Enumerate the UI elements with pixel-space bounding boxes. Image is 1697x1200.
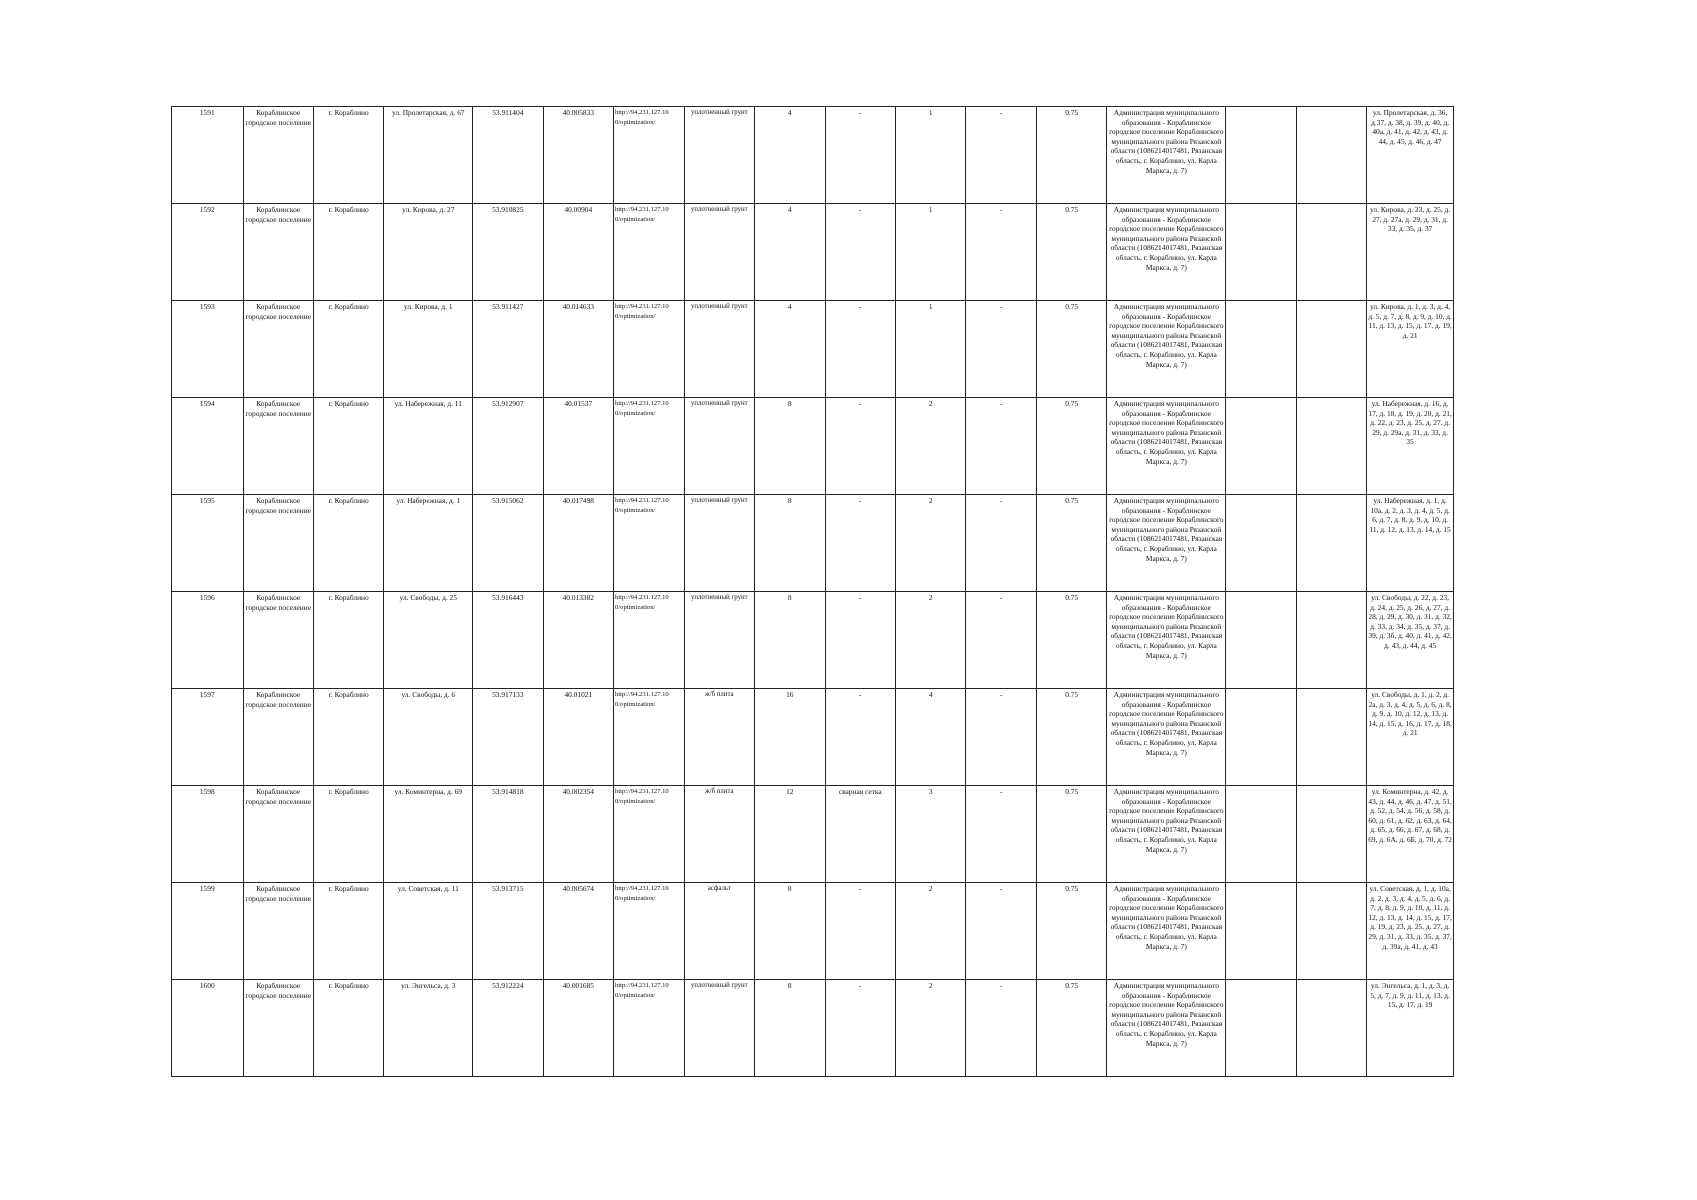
served-addresses-cell: ул. Коминтерна, д. 42, д. 43, д. 44, д. 46, д. 47, д. 51, д. 52, д. 54, д. 56, д. 58, д. 60, д. 61, д. 62, д. 63, д. 64, д. 65, д. 66, д. 67, д. 68, д. 69, д. 6А, д. 6Б, д. 70, д. 72 xyxy=(1367,786,1454,883)
empty-cell-a xyxy=(1226,689,1296,786)
empty-cell-a xyxy=(1226,980,1296,1077)
longitude-cell: 40.00904 xyxy=(543,204,613,301)
coverage-cell: уплотненный грунт xyxy=(684,495,754,592)
served-addresses-cell: ул. Кирова, д. 1, д. 3, д. 4, д. 5, д. 7, д. 8, д. 9, д. 10, д. 11, д. 13, д. 15, д. 17, д. 19, д. 21 xyxy=(1367,301,1454,398)
table-row xyxy=(172,980,1454,1077)
served-addresses-cell: ул. Свободы, д. 1, д. 2, д. 2а, д. 3, д. 4, д. 5, д. 6, д. 8, д. 9, д. 10, д. 12, д. 13, д. 14, д. 15, д. 16, д. 17, д. 18, д. 21 xyxy=(1367,689,1454,786)
row-number: 1596 xyxy=(172,592,244,689)
latitude-cell: 53.912224 xyxy=(473,980,543,1077)
area-cell: 4 xyxy=(755,204,825,301)
settlement-cell: Кораблинское городское поселение xyxy=(243,495,313,592)
settlement-cell: Кораблинское городское поселение xyxy=(243,398,313,495)
fence-cell: сварная сетка xyxy=(825,786,895,883)
area-cell: 8 xyxy=(755,883,825,980)
owner-cell: Администрация муниципального образования - Кораблинское городское поселение Кораблинского муниципального района Рязанской области (1086214017481, Рязанская область, г. Кораблино, ул. Карла Маркса, д. 7) xyxy=(1107,980,1226,1077)
table-row xyxy=(172,689,1454,786)
latitude-cell: 53.917133 xyxy=(473,689,543,786)
city-cell: г. Кораблино xyxy=(313,689,383,786)
container-count-cell: 1 xyxy=(895,301,965,398)
city-cell: г. Кораблино xyxy=(313,107,383,204)
address-cell: ул. Кирова, д. 27 xyxy=(384,204,473,301)
city-cell: г. Кораблино xyxy=(313,398,383,495)
extra-cell: - xyxy=(966,786,1036,883)
area-cell: 12 xyxy=(755,786,825,883)
fence-cell: - xyxy=(825,495,895,592)
settlement-cell: Кораблинское городское поселение xyxy=(243,592,313,689)
latitude-cell: 53.910825 xyxy=(473,204,543,301)
city-cell: г. Кораблино xyxy=(313,495,383,592)
fence-cell: - xyxy=(825,301,895,398)
empty-cell-b xyxy=(1296,204,1366,301)
area-cell: 8 xyxy=(755,980,825,1077)
fence-cell: - xyxy=(825,398,895,495)
coverage-cell: ж/б плита xyxy=(684,689,754,786)
latitude-cell: 53.914818 xyxy=(473,786,543,883)
map-link-cell[interactable]: http://94.231.127.10 0/optimization/ xyxy=(614,495,684,592)
served-addresses-cell: ул. Кирова, д. 23, д. 25, д. 27, д. 27а, д. 29, д. 31, д. 33, д. 35, д. 37 xyxy=(1367,204,1454,301)
settlement-cell: Кораблинское городское поселение xyxy=(243,883,313,980)
served-addresses-cell: ул. Пролетарская, д. 36, д.37, д. 38, д. 39, д. 40, д. 40а, д. 41, д. 42, д. 43, д. 44, д. 45, д. 46, д. 47 xyxy=(1367,107,1454,204)
settlement-cell: Кораблинское городское поселение xyxy=(243,204,313,301)
area-cell: 8 xyxy=(755,495,825,592)
served-addresses-cell: ул. Набережная, д. 16, д. 17, д. 18, д. 19, д. 20, д. 21, д. 22, д. 23, д. 25, д. 27, д. 29, д. 29а, д. 31, д. 33, д. 35 xyxy=(1367,398,1454,495)
volume-cell: 0.75 xyxy=(1036,107,1106,204)
volume-cell: 0.75 xyxy=(1036,398,1106,495)
empty-cell-b xyxy=(1296,495,1366,592)
address-cell: ул. Кирова, д. 1 xyxy=(384,301,473,398)
volume-cell: 0.75 xyxy=(1036,883,1106,980)
fence-cell: - xyxy=(825,592,895,689)
extra-cell: - xyxy=(966,592,1036,689)
owner-cell: Администрация муниципального образования - Кораблинское городское поселение Кораблинского муниципального района Рязанской области (1086214017481, Рязанская область, г. Кораблино, ул. Карла Маркса, д. 7) xyxy=(1107,883,1226,980)
address-cell: ул. Свободы, д. 6 xyxy=(384,689,473,786)
settlement-cell: Кораблинское городское поселение xyxy=(243,107,313,204)
volume-cell: 0.75 xyxy=(1036,204,1106,301)
empty-cell-a xyxy=(1226,495,1296,592)
extra-cell: - xyxy=(966,107,1036,204)
extra-cell: - xyxy=(966,980,1036,1077)
table-row xyxy=(172,301,1454,398)
extra-cell: - xyxy=(966,301,1036,398)
address-cell: ул. Коминтерна, д. 69 xyxy=(384,786,473,883)
extra-cell: - xyxy=(966,204,1036,301)
served-addresses-cell: ул. Советская, д. 1, д. 10а, д. 2, д. 3, д. 4, д. 5, д. 6, д. 7, д. 8, д. 9, д. 10, д. 11, д. 12, д. 13, д. 14, д. 15, д. 17, д. 19, д. 23, д. 25, д. 27, д. 29, д. 31, д. 33, д. 35, д. 37, д. 39а, д. 41, д. 43 xyxy=(1367,883,1454,980)
container-count-cell: 3 xyxy=(895,786,965,883)
table-body xyxy=(172,107,1454,1077)
fence-cell: - xyxy=(825,689,895,786)
map-link-cell[interactable]: http://94.231.127.10 0/optimization/ xyxy=(614,592,684,689)
volume-cell: 0.75 xyxy=(1036,786,1106,883)
fence-cell: - xyxy=(825,204,895,301)
map-link-cell[interactable]: http://94.231.127.10 0/optimization/ xyxy=(614,883,684,980)
row-number: 1592 xyxy=(172,204,244,301)
container-count-cell: 1 xyxy=(895,107,965,204)
latitude-cell: 53.911404 xyxy=(473,107,543,204)
coverage-cell: уплотненный грунт xyxy=(684,107,754,204)
latitude-cell: 53.915062 xyxy=(473,495,543,592)
registry-table xyxy=(171,106,1454,1077)
owner-cell: Администрация муниципального образования - Кораблинское городское поселение Кораблинского муниципального района Рязанской области (1086214017481, Рязанская область, г. Кораблино, ул. Карла Маркса, д. 7) xyxy=(1107,107,1226,204)
longitude-cell: 40.01537 xyxy=(543,398,613,495)
fence-cell: - xyxy=(825,107,895,204)
city-cell: г. Кораблино xyxy=(313,786,383,883)
container-count-cell: 2 xyxy=(895,495,965,592)
map-link-cell[interactable]: http://94.231.127.10 0/optimization/ xyxy=(614,204,684,301)
fence-cell: - xyxy=(825,883,895,980)
map-link-cell[interactable]: http://94.231.127.10 0/optimization/ xyxy=(614,107,684,204)
container-count-cell: 2 xyxy=(895,980,965,1077)
address-cell: ул. Энгельса, д. 3 xyxy=(384,980,473,1077)
longitude-cell: 40.01021 xyxy=(543,689,613,786)
served-addresses-cell: ул. Свободы, д. 22, д. 23, д. 24, д. 25, д. 26, д. 27, д. 28, д. 29, д. 30, д. 31, д. 32, д. 33, д. 34, д. 35, д. 37, д. 39, д. 3б, д. 40, д. 41, д. 42, д. 43, д. 44, д. 45 xyxy=(1367,592,1454,689)
empty-cell-b xyxy=(1296,980,1366,1077)
area-cell: 8 xyxy=(755,592,825,689)
owner-cell: Администрация муниципального образования - Кораблинское городское поселение Кораблинского муниципального района Рязанской области (1086214017481, Рязанская область, г. Кораблино, ул. Карла Маркса, д. 7) xyxy=(1107,301,1226,398)
table-row xyxy=(172,592,1454,689)
served-addresses-cell: ул. Набережная, д. 1, д. 10а, д. 2, д. 3, д. 4, д. 5, д. 6, д. 7, д. 8, д. 9, д. 10, д. 11, д. 12, д. 13, д. 14, д. 15 xyxy=(1367,495,1454,592)
longitude-cell: 40.002354 xyxy=(543,786,613,883)
extra-cell: - xyxy=(966,495,1036,592)
settlement-cell: Кораблинское городское поселение xyxy=(243,689,313,786)
longitude-cell: 40.017498 xyxy=(543,495,613,592)
longitude-cell: 40.005833 xyxy=(543,107,613,204)
empty-cell-a xyxy=(1226,883,1296,980)
table-row xyxy=(172,495,1454,592)
row-number: 1600 xyxy=(172,980,244,1077)
map-link-cell[interactable]: http://94.231.127.10 0/optimization/ xyxy=(614,689,684,786)
volume-cell: 0.75 xyxy=(1036,495,1106,592)
empty-cell-a xyxy=(1226,786,1296,883)
owner-cell: Администрация муниципального образования - Кораблинское городское поселение Кораблинского муниципального района Рязанской области (1086214017481, Рязанская область, г. Кораблино, ул. Карла Маркса, д. 7) xyxy=(1107,204,1226,301)
row-number: 1595 xyxy=(172,495,244,592)
latitude-cell: 53.916443 xyxy=(473,592,543,689)
volume-cell: 0.75 xyxy=(1036,592,1106,689)
fence-cell: - xyxy=(825,980,895,1077)
table-row xyxy=(172,883,1454,980)
longitude-cell: 40.001685 xyxy=(543,980,613,1077)
area-cell: 16 xyxy=(755,689,825,786)
latitude-cell: 53.911427 xyxy=(473,301,543,398)
empty-cell-a xyxy=(1226,592,1296,689)
area-cell: 4 xyxy=(755,107,825,204)
container-count-cell: 2 xyxy=(895,592,965,689)
empty-cell-b xyxy=(1296,689,1366,786)
container-count-cell: 1 xyxy=(895,204,965,301)
extra-cell: - xyxy=(966,398,1036,495)
owner-cell: Администрация муниципального образования - Кораблинское городское поселение Кораблинского муниципального района Рязанской области (1086214017481, Рязанская область, г. Кораблино, ул. Карла Маркса, д. 7) xyxy=(1107,689,1226,786)
row-number: 1599 xyxy=(172,883,244,980)
map-link-cell[interactable]: http://94.231.127.10 0/optimization/ xyxy=(614,980,684,1077)
table-row xyxy=(172,398,1454,495)
empty-cell-b xyxy=(1296,398,1366,495)
extra-cell: - xyxy=(966,689,1036,786)
container-count-cell: 4 xyxy=(895,689,965,786)
row-number: 1594 xyxy=(172,398,244,495)
empty-cell-a xyxy=(1226,107,1296,204)
latitude-cell: 53.913715 xyxy=(473,883,543,980)
city-cell: г. Кораблино xyxy=(313,980,383,1077)
address-cell: ул. Свободы, д. 25 xyxy=(384,592,473,689)
settlement-cell: Кораблинское городское поселение xyxy=(243,301,313,398)
empty-cell-b xyxy=(1296,107,1366,204)
owner-cell: Администрация муниципального образования - Кораблинское городское поселение Кораблинского муниципального района Рязанской области (1086214017481, Рязанская область, г. Кораблино, ул. Карла Маркса, д. 7) xyxy=(1107,495,1226,592)
table-row xyxy=(172,204,1454,301)
settlement-cell: Кораблинское городское поселение xyxy=(243,786,313,883)
row-number: 1591 xyxy=(172,107,244,204)
coverage-cell: асфальт xyxy=(684,883,754,980)
city-cell: г. Кораблино xyxy=(313,301,383,398)
row-number: 1597 xyxy=(172,689,244,786)
row-number: 1593 xyxy=(172,301,244,398)
owner-cell: Администрация муниципального образования - Кораблинское городское поселение Кораблинского муниципального района Рязанской области (1086214017481, Рязанская область, г. Кораблино, ул. Карла Маркса, д. 7) xyxy=(1107,592,1226,689)
volume-cell: 0.75 xyxy=(1036,980,1106,1077)
city-cell: г. Кораблино xyxy=(313,592,383,689)
coverage-cell: уплотненный грунт xyxy=(684,301,754,398)
container-count-cell: 2 xyxy=(895,398,965,495)
latitude-cell: 53.912907 xyxy=(473,398,543,495)
map-link-cell[interactable]: http://94.231.127.10 0/optimization/ xyxy=(614,301,684,398)
row-number: 1598 xyxy=(172,786,244,883)
table-row xyxy=(172,107,1454,204)
table-row xyxy=(172,786,1454,883)
empty-cell-b xyxy=(1296,301,1366,398)
coverage-cell: уплотненный грунт xyxy=(684,398,754,495)
city-cell: г. Кораблино xyxy=(313,883,383,980)
address-cell: ул. Набережная, д. 1 xyxy=(384,495,473,592)
city-cell: г. Кораблино xyxy=(313,204,383,301)
coverage-cell: уплотненный грунт xyxy=(684,204,754,301)
owner-cell: Администрация муниципального образования - Кораблинское городское поселение Кораблинского муниципального района Рязанской области (1086214017481, Рязанская область, г. Кораблино, ул. Карла Маркса, д. 7) xyxy=(1107,398,1226,495)
volume-cell: 0.75 xyxy=(1036,689,1106,786)
coverage-cell: уплотненный грунт xyxy=(684,980,754,1077)
area-cell: 4 xyxy=(755,301,825,398)
served-addresses-cell: ул. Энгельса, д. 1, д. 3, д. 5, д. 7, д. 9, д. 11, д. 13, д. 15, д. 17, д. 19 xyxy=(1367,980,1454,1077)
address-cell: ул. Советская, д. 11 xyxy=(384,883,473,980)
empty-cell-b xyxy=(1296,786,1366,883)
empty-cell-b xyxy=(1296,883,1366,980)
coverage-cell: ж/б плита xyxy=(684,786,754,883)
address-cell: ул. Пролетарская, д. 67 xyxy=(384,107,473,204)
longitude-cell: 40.005674 xyxy=(543,883,613,980)
volume-cell: 0.75 xyxy=(1036,301,1106,398)
extra-cell: - xyxy=(966,883,1036,980)
map-link-cell[interactable]: http://94.231.127.10 0/optimization/ xyxy=(614,786,684,883)
empty-cell-b xyxy=(1296,592,1366,689)
container-count-cell: 2 xyxy=(895,883,965,980)
empty-cell-a xyxy=(1226,204,1296,301)
empty-cell-a xyxy=(1226,301,1296,398)
owner-cell: Администрация муниципального образования - Кораблинское городское поселение Кораблинского муниципального района Рязанской области (1086214017481, Рязанская область, г. Кораблино, ул. Карла Маркса, д. 7) xyxy=(1107,786,1226,883)
coverage-cell: уплотненный грунт xyxy=(684,592,754,689)
map-link-cell[interactable]: http://94.231.127.10 0/optimization/ xyxy=(614,398,684,495)
empty-cell-a xyxy=(1226,398,1296,495)
settlement-cell: Кораблинское городское поселение xyxy=(243,980,313,1077)
longitude-cell: 40.013382 xyxy=(543,592,613,689)
longitude-cell: 40.014633 xyxy=(543,301,613,398)
area-cell: 8 xyxy=(755,398,825,495)
address-cell: ул. Набережная, д. 11 xyxy=(384,398,473,495)
